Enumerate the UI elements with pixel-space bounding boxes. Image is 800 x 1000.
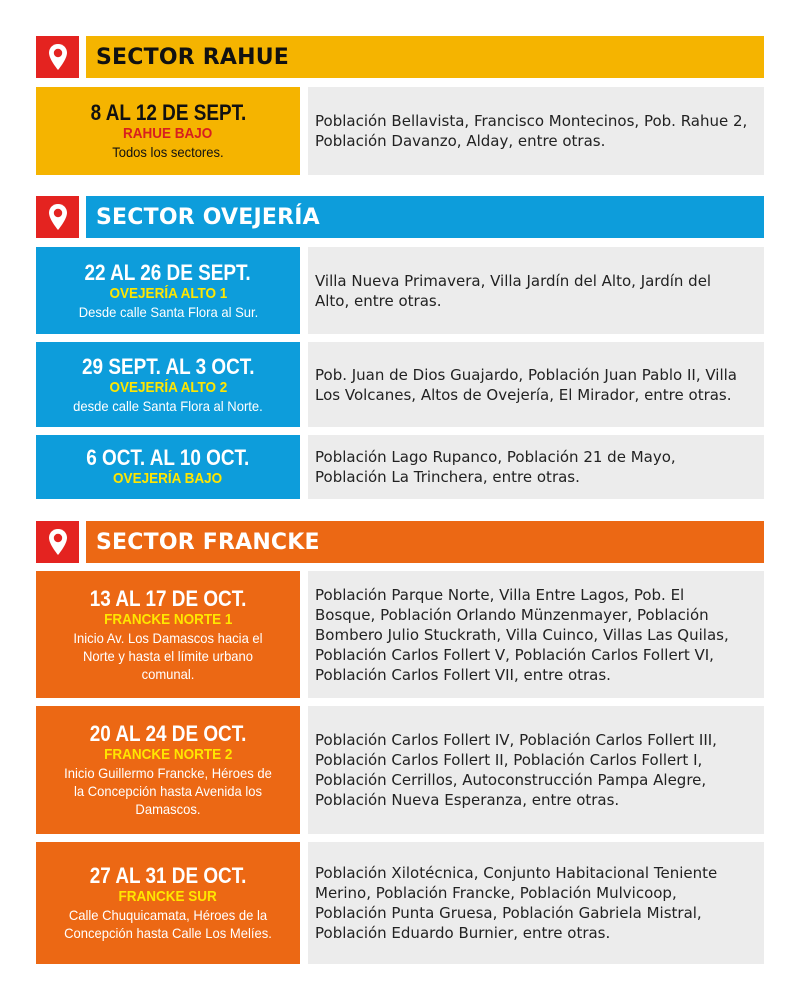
zone-note: Todos los sectores. (112, 144, 224, 160)
neighborhoods-list: Población Lago Rupanco, Población 21 de Mayo, Población La Trinchera, entre otras. (308, 435, 764, 499)
zone-label: OVEJERÍA ALTO 2 (109, 378, 227, 396)
neighborhoods-list: Pob. Juan de Dios Guajardo, Población Juan Pablo II, Villa Los Volcanes, Altos de Ovejería, El Mirador, entre otras. (308, 342, 764, 427)
date-range: 29 SEPT. AL 3 OCT. (81, 353, 255, 379)
date-range: 20 AL 24 DE OCT. (89, 721, 247, 746)
zone-label: FRANCKE NORTE 1 (103, 610, 233, 628)
schedule-row (36, 87, 764, 175)
date-range: 6 OCT. AL 10 OCT. (86, 445, 250, 470)
date-cell (36, 571, 300, 698)
date-range: 27 AL 31 DE OCT. (89, 863, 247, 888)
section-title-francke: SECTOR FRANCKE (86, 521, 764, 563)
section-header-rahue (36, 36, 764, 78)
location-pin-icon (36, 196, 79, 238)
zone-note: desde calle Santa Flora al Norte. (73, 397, 263, 414)
location-pin-icon (36, 36, 79, 78)
schedule-row (36, 842, 764, 964)
zone-label: OVEJERÍA ALTO 1 (109, 284, 227, 302)
neighborhoods-list: Villa Nueva Primavera, Villa Jardín del Alto, Jardín del Alto, entre otras. (308, 247, 764, 334)
schedule-row (36, 435, 764, 499)
schedule-row (36, 342, 764, 427)
section-header-francke (36, 521, 764, 563)
neighborhoods-list: Población Bellavista, Francisco Montecinos, Pob. Rahue 2, Población Davanzo, Alday, entre otras. (308, 87, 764, 175)
neighborhoods-list: Población Xilotécnica, Conjunto Habitacional Teniente Merino, Población Francke, Población Mulvicoop, Población Punta Gruesa, Población Gabriela Mistral, Población Eduardo Burnier, entre otras. (308, 842, 764, 964)
section-header-ovejeria (36, 196, 764, 238)
zone-label: OVEJERÍA BAJO (113, 470, 223, 487)
zone-note: Inicio Av. Los Damascos hacia el Norte y hasta el límite urbano comunal. (73, 629, 263, 682)
zone-label: FRANCKE NORTE 2 (103, 746, 233, 763)
zone-note: Calle Chuquicamata, Héroes de la Concepción hasta Calle Los Melíes. (64, 907, 272, 941)
schedule-row (36, 247, 764, 334)
section-title-ovejeria: SECTOR OVEJERÍA (86, 196, 764, 238)
date-cell (36, 435, 300, 499)
date-range: 8 AL 12 DE SEPT. (90, 100, 246, 125)
schedule-row (36, 571, 764, 698)
section-title-rahue: SECTOR RAHUE (86, 36, 764, 78)
neighborhoods-list: Población Parque Norte, Villa Entre Lagos, Pob. El Bosque, Población Orlando Münzenmayer, Población Bombero Julio Stuckrath, Villa Cuinco, Villas Las Quilas, Población Carlos Follert V, Población Carlos Follert VI, Población Carlos Follert VII, entre otras. (308, 571, 764, 698)
neighborhoods-list: Población Carlos Follert IV, Población Carlos Follert III, Población Carlos Follert II, Población Carlos Follert I, Población Cerrillos, Autoconstrucción Pampa Alegre, Población Nueva Esperanza, entre otras. (308, 706, 764, 834)
date-cell (36, 842, 300, 964)
schedule-row (36, 706, 764, 834)
location-pin-icon (36, 521, 79, 563)
date-range: 13 AL 17 DE OCT. (89, 585, 247, 611)
date-range: 22 AL 26 DE SEPT. (84, 259, 252, 285)
date-cell (36, 247, 300, 334)
date-cell (36, 87, 300, 175)
date-cell (36, 706, 300, 834)
zone-label: FRANCKE SUR (118, 888, 218, 905)
date-cell (36, 342, 300, 427)
zone-note: Desde calle Santa Flora al Sur. (78, 303, 258, 320)
zone-note: Inicio Guillermo Francke, Héroes de la Concepción hasta Avenida los Damascos. (64, 765, 272, 817)
zone-label: RAHUE BAJO (123, 125, 213, 142)
